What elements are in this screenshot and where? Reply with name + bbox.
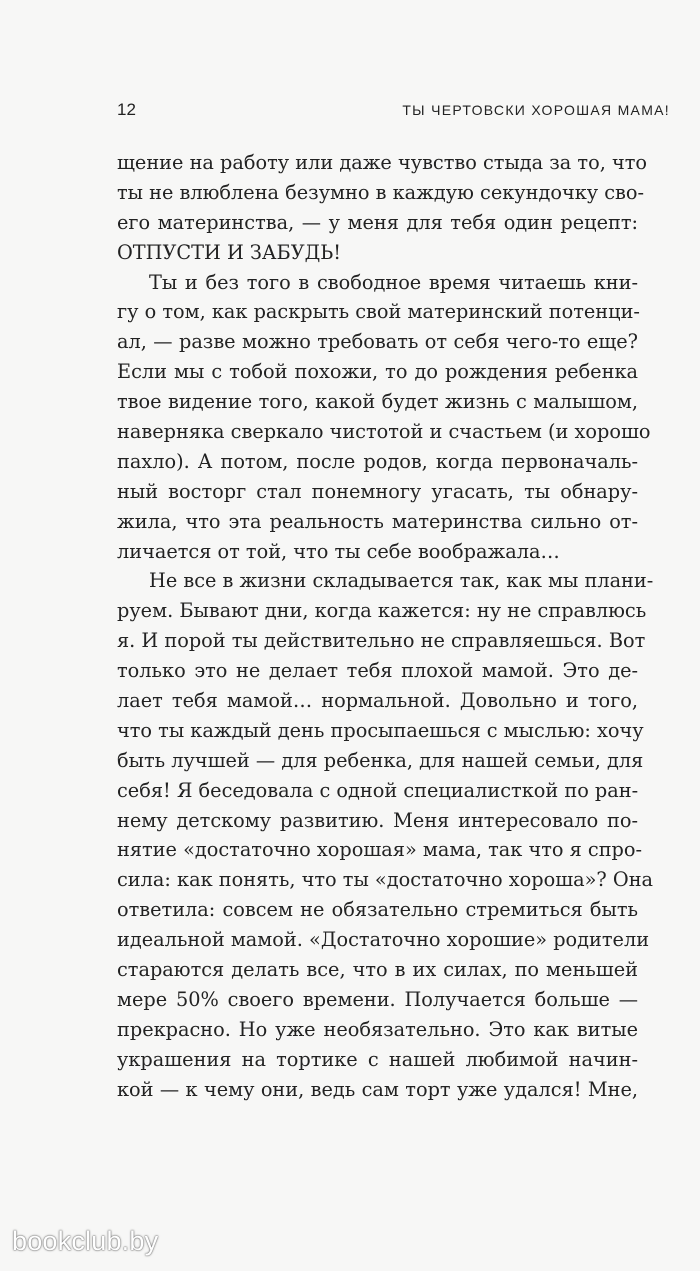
text-line: пахло). А потом, после родов, когда первоначаль- — [117, 449, 638, 473]
text-line: мере 50% своего времени. Получается больше — — [117, 987, 638, 1011]
text-line: жила, что эта реальность материнства сильно от- — [117, 509, 638, 533]
text-line: себя! Я беседовала с одной специалисткой по ран- — [117, 778, 639, 802]
page-header — [117, 98, 670, 122]
text-line: только это не делает тебя плохой мамой. Это де- — [117, 659, 638, 683]
text-line: ОТПУСТИ И ЗАБУДЬ! — [117, 240, 342, 264]
text-line: лает тебя мамой… нормальной. Довольно и того, — [117, 689, 638, 713]
text-line: гу о том, как раскрыть свой материнский потенци- — [117, 300, 640, 324]
text-line: личается от той, что ты себе воображала… — [117, 539, 560, 563]
running-title: ТЫ ЧЕРТОВСКИ ХОРОШАЯ МАМА! — [402, 102, 670, 118]
text-line: ный восторг стал понемногу угасать, ты обнару- — [117, 479, 638, 503]
text-line: что ты каждый день просыпаешься с мыслью: хочу — [117, 718, 644, 742]
text-line: Ты и без того в свободное время читаешь кни- — [149, 270, 638, 294]
watermark: bookclub.by — [12, 1226, 159, 1256]
text-line: идеальной мамой. «Достаточно хорошие» родители — [117, 928, 650, 952]
text-line: быть лучшей — для ребенка, для нашей семьи, для — [117, 748, 644, 772]
text-line: украшения на тортике с нашей любимой начин- — [117, 1047, 638, 1071]
text-line: кой — к чему они, ведь сам торт уже удался! Мне, — [117, 1077, 638, 1101]
text-line: нему детскому развитию. Меня интересовало по- — [117, 808, 638, 832]
body-text — [117, 148, 654, 1105]
text-line: наверняка сверкало чистотой и счастьем (и хорошо — [117, 420, 651, 444]
text-line: прекрасно. Но уже необязательно. Это как витые — [117, 1017, 638, 1041]
text-line: сила: как понять, что ты «достаточно хороша»? Она — [117, 868, 654, 892]
text-line: щение на работу или даже чувство стыда за то, что — [117, 151, 647, 174]
text-line: стараются делать все, что в их силах, по меньшей — [117, 958, 638, 982]
text-line: я. И порой ты действительно не справляешься. Вот — [117, 629, 646, 653]
page-number: 12 — [117, 100, 136, 119]
text-line: руем. Бывают дни, когда кажется: ну не справлюсь — [117, 599, 647, 623]
text-line: нятие «достаточно хорошая» мама, так что я спро- — [117, 838, 643, 862]
text-line: ты не влюблена безумно в каждую секундочку сво- — [117, 180, 645, 204]
text-line: его материнства, — у меня для тебя один рецепт: — [117, 210, 638, 234]
text-line: ал, — разве можно требовать от себя чего-то еще? — [117, 330, 638, 354]
text-line: Если мы с тобой похожи, то до рождения ребенка — [117, 360, 638, 384]
text-line: ответила: совсем не обязательно стремиться быть — [117, 898, 638, 922]
text-line: твое видение того, какой будет жизнь с малышом, — [117, 390, 638, 414]
text-line: Не все в жизни складывается так, как мы плани- — [149, 569, 654, 593]
